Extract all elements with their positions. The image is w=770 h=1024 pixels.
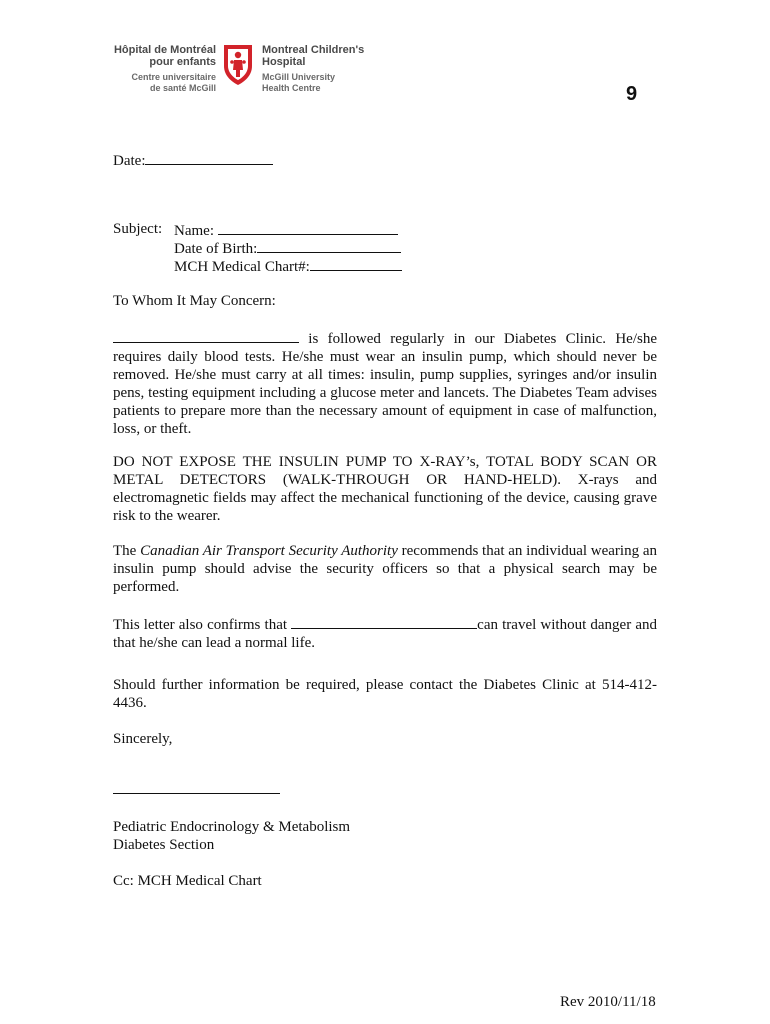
closing: Sincerely, — [113, 731, 173, 747]
salutation: To Whom It May Concern: — [113, 293, 276, 309]
date-label: Date: — [113, 153, 146, 169]
hospital-fr-line1: Hôpital de Montréal — [113, 44, 216, 56]
patient-name-blank[interactable] — [113, 328, 299, 343]
signatory-department: Pediatric Endocrinology & Metabolism — [113, 819, 351, 835]
name-row — [174, 220, 398, 240]
centre-fr-line1: Centre universitaire — [131, 72, 216, 82]
name-label: Name: — [174, 223, 214, 239]
centre-en-line1: McGill University — [262, 72, 336, 82]
hospital-crest-logo — [222, 42, 254, 86]
paragraph-travel-confirmation — [113, 614, 657, 652]
hospital-en-line1: Montreal Children's — [262, 44, 365, 56]
paragraph-1-text: is followed regularly in our Diabetes Clinic. He/she requires daily blood tests. He/she must wear an insulin pump, which should never be removed. He/she must carry at all times: insulin, pump supplies, syringes and/or insulin pens, testing equipment including a glucose meter and lancets. The Diabetes Team advises patients to prepare more than the necessary amount of equipment in case of malfunction, loss, or theft. — [113, 331, 657, 437]
dob-blank[interactable] — [257, 238, 401, 253]
name-blank[interactable] — [218, 220, 398, 235]
hospital-name-english — [262, 44, 422, 94]
traveler-name-blank[interactable] — [291, 614, 477, 629]
revision-date: Rev 2010/11/18 — [560, 994, 656, 1010]
security-authority-name: Canadian Air Transport Security Authority — [140, 543, 398, 559]
hospital-fr-line2: pour enfants — [149, 56, 216, 68]
paragraph-security-authority — [113, 542, 657, 596]
date-blank[interactable] — [145, 150, 273, 165]
centre-en-line2: Health Centre — [262, 83, 321, 93]
centre-fr-line2: de santé McGill — [149, 83, 216, 93]
paragraph-clinic-followup — [113, 328, 657, 438]
paragraph-contact: Should further information be required, please contact the Diabetes Clinic at 514-412-4436. — [113, 677, 657, 711]
page-number: 9 — [626, 83, 638, 105]
date-row — [113, 150, 273, 170]
subject-label: Subject: — [113, 221, 163, 237]
paragraph-3-end: recommends that an individual wearing an insulin pump should advise the security officers so that a physical search may be performed. — [113, 543, 657, 595]
paragraph-3-start: The — [113, 543, 141, 559]
paragraph-warning: DO NOT EXPOSE THE INSULIN PUMP TO X-RAY’s, TOTAL BODY SCAN OR METAL DETECTORS (WALK-THROUGH OR HAND-HELD). X-rays and electromagnetic fields may affect the mechanical functioning of the device, causing grave risk to the wearer. — [113, 454, 657, 524]
hospital-en-line2: Hospital — [262, 56, 306, 68]
paragraph-4-end: can travel without danger and that he/she can lead a normal life. — [113, 617, 657, 651]
signature-line[interactable] — [113, 793, 280, 794]
chart-number-blank[interactable] — [310, 256, 402, 271]
paragraph-4-start: This letter also confirms that — [113, 617, 292, 633]
dob-label: Date of Birth: — [174, 241, 258, 257]
hospital-name-french — [88, 44, 216, 94]
chart-label: MCH Medical Chart#: — [174, 259, 310, 275]
dob-row — [174, 238, 401, 258]
chart-row — [174, 256, 402, 276]
signatory-section: Diabetes Section — [113, 837, 215, 853]
carbon-copy: Cc: MCH Medical Chart — [113, 873, 262, 889]
